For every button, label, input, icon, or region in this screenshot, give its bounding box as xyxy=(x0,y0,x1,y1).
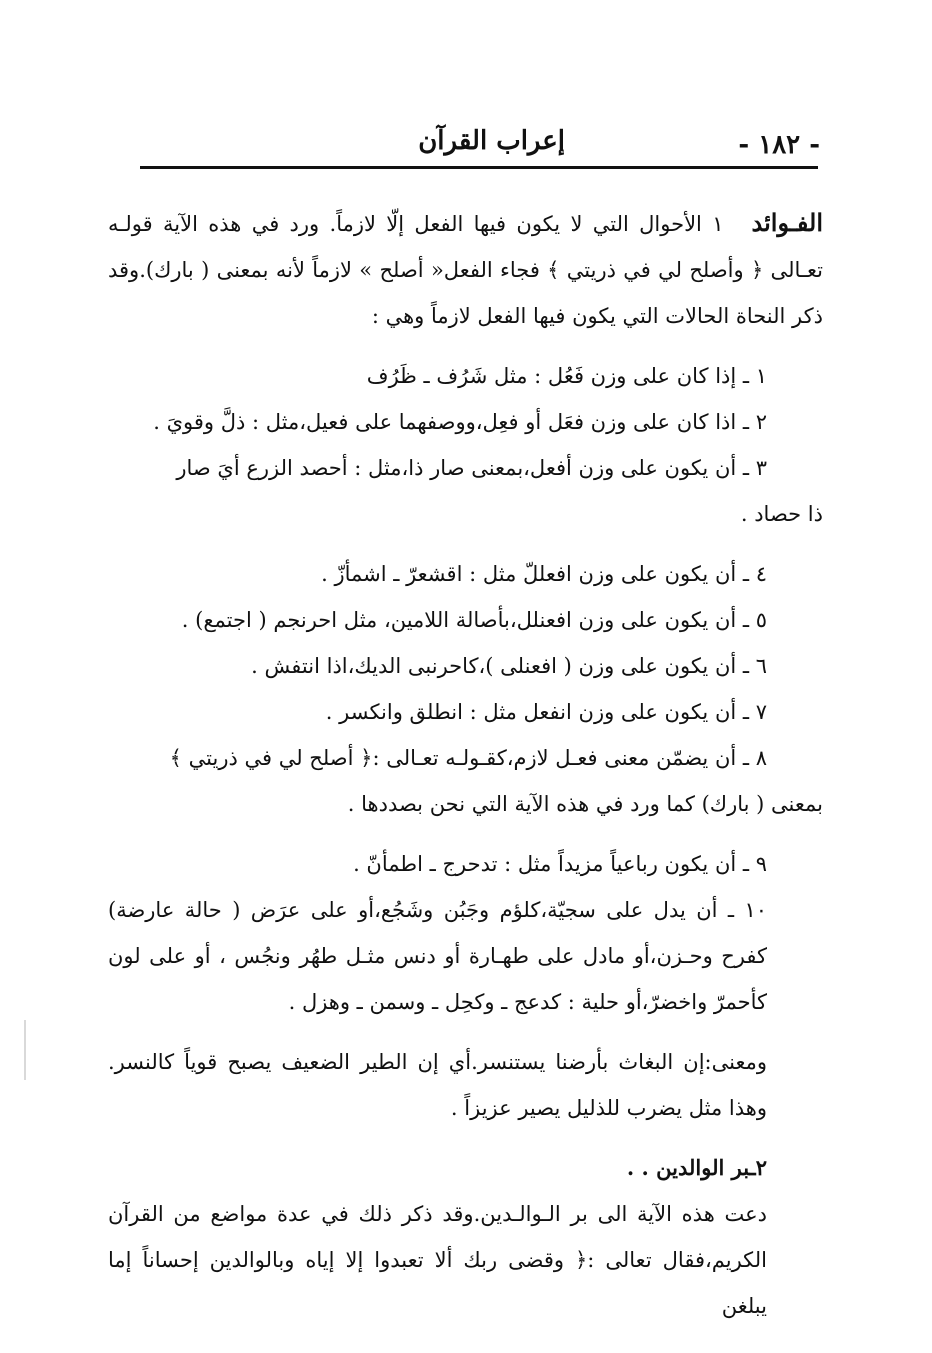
list-item: ٩ ـ أن يكون رباعياً مزيداً مثل : تدحرج ـ اطمأنّ . xyxy=(353,852,767,876)
list-item: ١ ـ إذا كان على وزن فَعُل : مثل شَرُف ـ ظَرُف xyxy=(366,364,767,388)
list-item: ٥ ـ أن يكون على وزن افعنلل،بأصالة اللامين، مثل احرنجم ( اجتمع) . xyxy=(181,608,767,632)
page-header xyxy=(140,118,820,168)
page-body xyxy=(108,200,823,1329)
list-item-continuation: ذا حصاد . xyxy=(740,502,823,526)
fawaid-intro xyxy=(108,200,823,339)
book-title: إعراب القرآن xyxy=(418,126,565,156)
list-item: ٤ ـ أن يكون على وزن افعللّ مثل : اقشعرّ ـ اشمأزّ . xyxy=(321,562,767,586)
subheading: ٢ـبر الوالدين . . xyxy=(626,1155,767,1180)
list-item: ٣ ـ أن يكون على وزن أفعل،بمعنى صار ذا،مثل : أحصد الزرع أيَ صار xyxy=(176,456,767,480)
list-item: ٢ ـ اذا كان على وزن فعَل أو فعِل،ووصفهما على فعيل،مثل : ذلَّ وقويَ . xyxy=(153,410,767,434)
closing-paragraph: دعت هذه الآية الى بر الـوالـدين.وقد ذكر ذلك في عدة مواضع من القرآن الكريم،فقال تعالى :﴿ وقضى ربك ألا تعبدوا إلا إياه وبالوالدين إحساناً إما يبلغن xyxy=(108,1202,767,1318)
page-number: - ١٨٢ - xyxy=(738,130,820,160)
list-item-continuation: بمعنى ( بارك) كما ورد في هذه الآية التي نحن بصددها . xyxy=(347,792,823,816)
list-item: ١٠ ـ أن يدل على سجيّة،كلؤم وجَبُن وشَجُع،أو على عرَض ( حالة عارضة) كفرح وحـزن،أو مادل على طهـارة أو دنس مثـل طهُر ونجُس ، أو على لون كأحمرّ واخضرّ،أو حلية : كدعج ـ وكحِل ـ وسمن ـ وهزل . xyxy=(108,898,767,1014)
header-rule xyxy=(140,166,818,169)
scan-edge-mark xyxy=(24,1020,26,1080)
list-item: ٨ ـ أن يضمّن معنى فعـل لازم،كقـولـه تعـالى :﴿ أصلح لي في ذريتي ﴾ xyxy=(169,746,767,770)
list-item: ٧ ـ أن يكون على وزن انفعل مثل : انطلق وانكسر . xyxy=(325,700,767,724)
proverb-paragraph: ومعنى:إن البغاث بأرضنا يستنسر.أي إن الطير الضعيف يصبح قوياً كالنسر. وهذا مثل يضرب للذليل يصير عزيزاً . xyxy=(108,1050,767,1120)
list-item: ٦ ـ أن يكون على وزن ( افعنلى )،كاحرنبى الديك،اذا انتفش . xyxy=(251,654,767,678)
intro-text: ١ الأحوال التي لا يكون فيها الفعل إلّا لازماً. ورد في هذه الآية قولـه تعـالى ﴿ وأصلح لي في ذريتي ﴾ فجاء الفعل« أصلح » لازماً لأنه بمعنى ( بارك).وقد ذكر النحاة الحالات التي يكون فيها الفعل لازماً وهي : xyxy=(108,212,823,328)
section-label: الفـوائد xyxy=(751,208,823,237)
